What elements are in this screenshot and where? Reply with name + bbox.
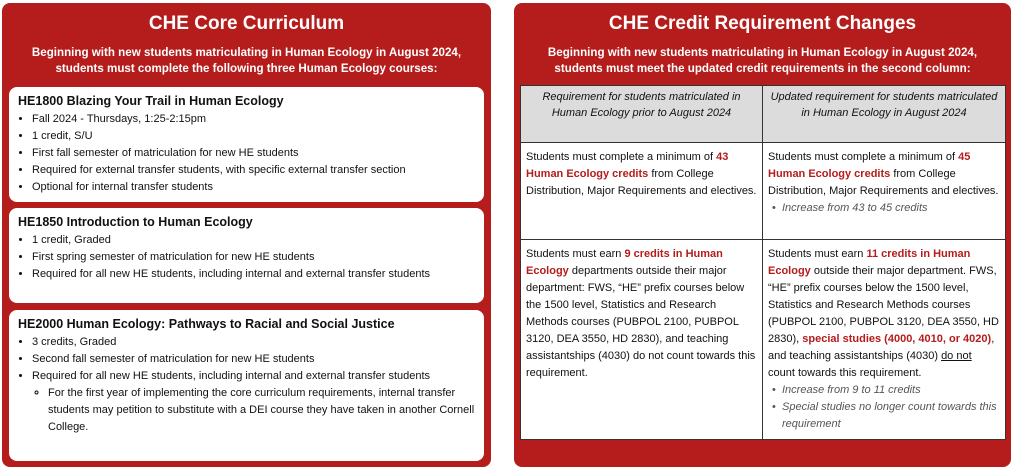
header-prior-requirement: Requirement for students matriculated in Human Ecology prior to August 2024 bbox=[521, 86, 763, 143]
course-detail: • 1 credit, Graded bbox=[32, 232, 476, 249]
course-detail: • First fall semester of matriculation for new HE students bbox=[32, 145, 476, 162]
core-curriculum-panel bbox=[2, 3, 491, 467]
highlight-special-studies: special studies (4000, 4010, or 4020) bbox=[802, 333, 992, 345]
course-details bbox=[18, 334, 476, 436]
credit-changes-title: CHE Credit Requirement Changes bbox=[608, 13, 917, 34]
course-title: HE1850 Introduction to Human Ecology bbox=[18, 215, 253, 229]
highlight-9-credits: 9 credits in Human Ecology bbox=[526, 248, 723, 277]
credit-changes-panel bbox=[514, 3, 1011, 467]
cell-prior-outside-credits: Students must earn 9 credits in Human Ecology departments outside their major department: FWS, “HE” prefix courses below the 1500 level, Statistics and Research Methods courses (PUBPOL 2100, PUBPOL 3120, DEA 3550, HD 2830), and teaching assistantships (4030) do not count towards this requirement. bbox=[521, 240, 763, 440]
course-detail: • Required for all new HE students, including internal and external transfer students bbox=[32, 368, 476, 385]
course-details bbox=[18, 232, 476, 283]
course-detail: • First spring semester of matriculation for new HE students bbox=[32, 249, 476, 266]
highlight-45-credits: 45 Human Ecology credits bbox=[768, 151, 971, 180]
core-curriculum-title: CHE Core Curriculum bbox=[148, 13, 345, 34]
table-header-row bbox=[521, 86, 1006, 143]
cell-updated-total-credits: Students must complete a minimum of 45 Human Ecology credits from College Distribution, Major Requirements and electives. • Increase from 43 to 45 credits bbox=[763, 143, 1006, 240]
course-subdetail: ◦ For the first year of implementing the core curriculum requirements, internal transfer students may petition to substitute with a DEI course they have taken in another Cornell College. bbox=[48, 385, 476, 436]
course-detail: • Required for all new HE students, including internal and external transfer students bbox=[32, 266, 476, 283]
course-detail: • 1 credit, S/U bbox=[32, 128, 476, 145]
highlight-11-credits: 11 credits in Human Ecology bbox=[768, 248, 971, 277]
course-detail: • 3 credits, Graded bbox=[32, 334, 476, 351]
course-detail: • Optional for internal transfer students bbox=[32, 179, 476, 196]
course-details bbox=[18, 111, 476, 196]
core-curriculum-intro: Beginning with new students matriculating in Human Ecology in August 2024, students must complete the following three Human Ecology courses: bbox=[31, 46, 462, 75]
course-title: HE1800 Blazing Your Trail in Human Ecology bbox=[18, 94, 284, 108]
table-row-total-credits bbox=[521, 143, 1006, 240]
course-subdetails-wrap bbox=[32, 385, 476, 436]
course-detail: • Second fall semester of matriculation for new HE students bbox=[32, 351, 476, 368]
course-card-he2000 bbox=[9, 310, 484, 461]
cell-prior-total-credits: Students must complete a minimum of 43 Human Ecology credits from College Distribution, Major Requirements and electives. bbox=[521, 143, 763, 240]
note-special-studies: • Special studies no longer count towards this requirement bbox=[768, 399, 1000, 433]
cell-updated-outside-credits: Students must earn 11 credits in Human Ecology outside their major department. FWS, “HE” prefix courses below the 1500 level, Statistics and Research Methods courses (PUBPOL 2100, PUBPOL 3120, DEA 3550, HD 2830), special studies (4000, 4010, or 4020), and teaching assistantships (4030) do not count towards this requirement. • Increase from 9 to 11 credits • Special studies no longer count towards this requirement bbox=[763, 240, 1006, 440]
note-increase-11: • Increase from 9 to 11 credits bbox=[768, 382, 1000, 399]
course-detail: • Required for external transfer students, with specific external transfer section bbox=[32, 162, 476, 179]
credit-requirements-table bbox=[520, 85, 1006, 440]
table-row-outside-credits bbox=[521, 240, 1006, 440]
course-title: HE2000 Human Ecology: Pathways to Racial and Social Justice bbox=[18, 317, 395, 331]
credit-changes-intro: Beginning with new students matriculating in Human Ecology in August 2024, students must meet the updated credit requirements in the second column: bbox=[547, 46, 978, 75]
course-subdetails bbox=[32, 385, 476, 436]
course-card-he1800 bbox=[9, 87, 484, 202]
header-updated-requirement: Updated requirement for students matriculated in Human Ecology in August 2024 bbox=[763, 86, 1006, 143]
course-card-he1850 bbox=[9, 208, 484, 303]
note-increase-45: • Increase from 43 to 45 credits bbox=[768, 200, 1000, 217]
underline-do-not: do not bbox=[941, 350, 972, 362]
highlight-43-credits: 43 Human Ecology credits bbox=[526, 151, 729, 180]
course-detail: • Fall 2024 - Thursdays, 1:25-2:15pm bbox=[32, 111, 476, 128]
